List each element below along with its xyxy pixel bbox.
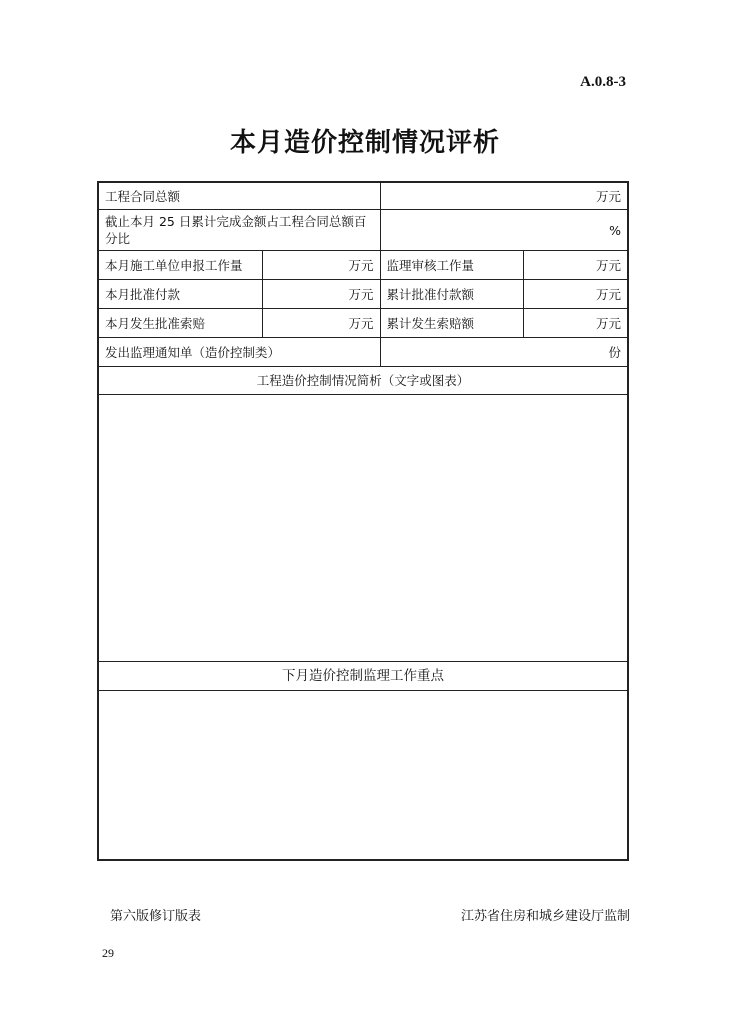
form-code: A.0.8-3 [580, 74, 626, 90]
notices-value[interactable] [380, 338, 628, 367]
audited-work-label: 监理审核工作量 [380, 251, 523, 280]
page-title: 本月造价控制情况评析 [229, 128, 500, 158]
claims-label: 本月发生批准索赔 [98, 309, 262, 338]
row-notices [98, 338, 628, 367]
unit-label: 万元 [596, 315, 622, 331]
cumulative-payment-label: 累计批准付款额 [380, 280, 523, 309]
audited-work-value[interactable] [523, 251, 628, 280]
approved-payment-value[interactable] [262, 280, 380, 309]
unit-label: 万元 [596, 286, 622, 302]
unit-label: 万元 [596, 257, 622, 273]
approved-payment-label: 本月批准付款 [98, 280, 262, 309]
analysis-header-row [98, 367, 628, 395]
cost-control-form [97, 181, 629, 861]
page-number: 29 [102, 946, 114, 960]
contract-total-value[interactable] [380, 182, 628, 210]
unit-label: 万元 [348, 315, 374, 331]
unit-label: 份 [608, 344, 622, 360]
analysis-area-row [98, 395, 628, 662]
edition-label: 第六版修订版表 [110, 909, 202, 924]
contract-total-label: 工程合同总额 [98, 182, 380, 210]
next-month-header-row [98, 662, 628, 691]
row-approved-payment [98, 280, 628, 309]
claims-value[interactable] [262, 309, 380, 338]
row-declared-work [98, 251, 628, 280]
unit-label: 万元 [596, 188, 622, 204]
analysis-text-area[interactable] [98, 395, 628, 662]
cumulative-claims-label: 累计发生索赔额 [380, 309, 523, 338]
issuer-label: 江苏省住房和城乡建设厅监制 [460, 909, 630, 924]
unit-label: 万元 [348, 257, 374, 273]
declared-work-value[interactable] [262, 251, 380, 280]
next-month-text-area[interactable] [98, 691, 628, 861]
unit-label: 万元 [348, 286, 374, 302]
declared-work-label: 本月施工单位申报工作量 [98, 251, 262, 280]
unit-label: % [609, 222, 622, 238]
completion-ratio-value[interactable] [380, 210, 628, 251]
next-month-header: 下月造价控制监理工作重点 [98, 662, 628, 691]
analysis-header: 工程造价控制情况简析（文字或图表） [98, 367, 628, 395]
cumulative-payment-value[interactable] [523, 280, 628, 309]
next-month-area-row [98, 691, 628, 861]
row-completion-ratio [98, 210, 628, 251]
completion-ratio-label: 截止本月 25 日累计完成金额占工程合同总额百分比 [98, 210, 380, 251]
cumulative-claims-value[interactable] [523, 309, 628, 338]
row-contract-total [98, 182, 628, 210]
notices-label: 发出监理通知单（造价控制类） [98, 338, 380, 367]
row-claims [98, 309, 628, 338]
